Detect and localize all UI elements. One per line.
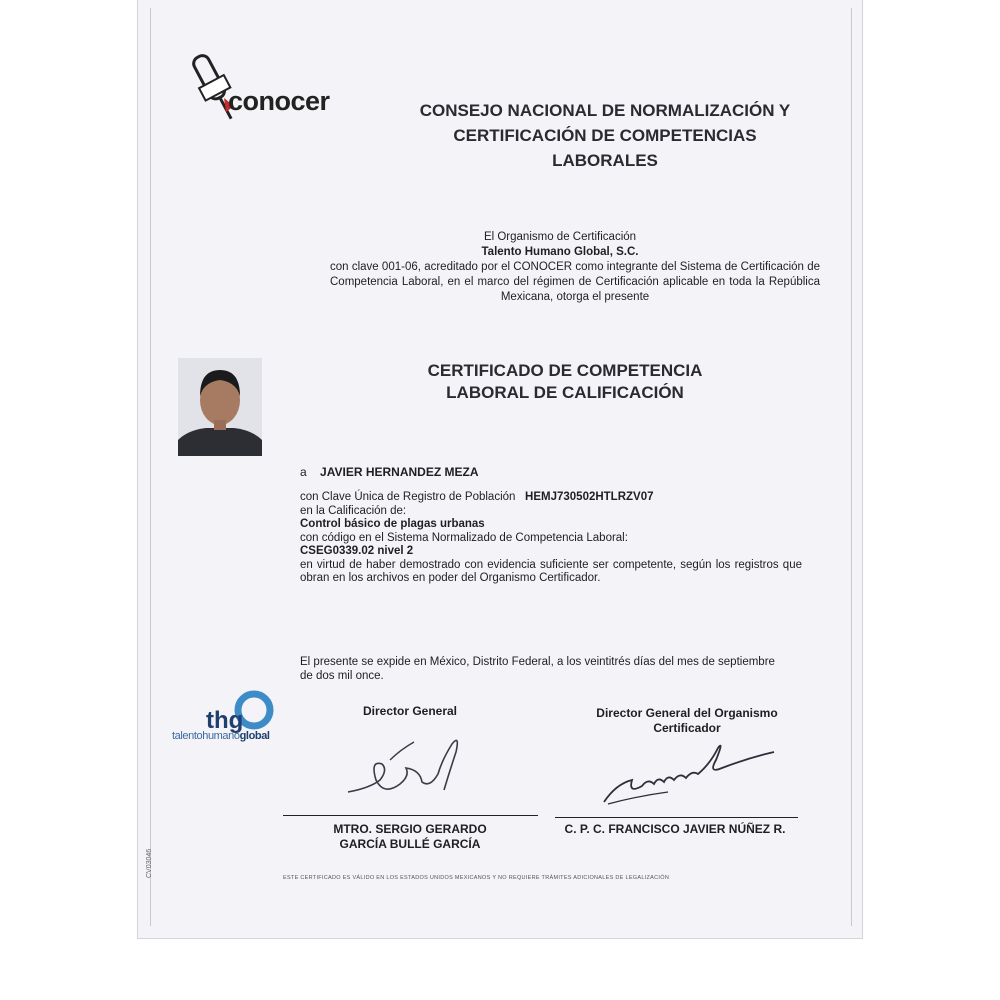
- organization-name: Talento Humano Global, S.C.: [481, 246, 639, 258]
- left-name-line: GARCÍA BULLÉ GARCÍA: [339, 837, 481, 851]
- certificate-details: [300, 491, 802, 586]
- qualification-value: Control básico de plagas urbanas: [300, 518, 485, 530]
- right-signature-line: [555, 817, 798, 818]
- recipient: [300, 465, 479, 479]
- left-signature-line: [283, 815, 538, 816]
- right-signature-icon: [598, 738, 778, 810]
- code-value: CSEG0339.02 nivel 2: [300, 545, 414, 557]
- issue-statement: El presente se expide en México, Distrito Federal, a los veintitrés días del mes de septiembre de dos mil once.: [300, 656, 775, 682]
- council-title-line: LABORALES: [552, 151, 658, 170]
- left-signatory-name: [300, 822, 520, 852]
- qualification-label: en la Calificación de:: [300, 504, 407, 517]
- curp-row: [300, 491, 802, 505]
- left-name-line: MTRO. SERGIO GERARDO: [333, 822, 487, 836]
- right-signatory-name: C. P. C. FRANCISCO JAVIER NÚÑEZ R.: [564, 822, 786, 836]
- recipient-photo: [178, 358, 262, 456]
- curp-value: HEMJ730502HTLRZV07: [525, 491, 654, 503]
- council-title: [390, 98, 820, 173]
- intro-line: El Organismo de Certificación: [483, 231, 637, 243]
- code-label: con código en el Sistema Normalizado de Competencia Laboral:: [300, 531, 628, 544]
- right-title-line: Director General del Organismo: [596, 706, 778, 720]
- evidence-text: en virtud de haber demostrado con evidencia suficiente ser competente, según los registros que obran en los archivos en poder del Organismo Certificador.: [300, 558, 802, 584]
- conocer-logo-text: conocer: [228, 86, 330, 116]
- council-title-line: CERTIFICACIÓN DE COMPETENCIAS: [453, 126, 757, 145]
- serial-number: CV03046: [146, 848, 153, 878]
- certificate-title-line: LABORAL DE CALIFICACIÓN: [446, 383, 684, 402]
- certificate-title: [400, 360, 730, 404]
- recipient-name: JAVIER HERNANDEZ MEZA: [320, 465, 479, 479]
- right-signatory-title: [582, 706, 792, 736]
- recipient-prefix: a: [300, 465, 307, 479]
- thg-logo-mark: thg: [206, 707, 244, 734]
- left-signatory-title: Director General: [362, 704, 458, 718]
- thg-word-light: talentohumano: [172, 730, 240, 742]
- left-signature-icon: [340, 730, 470, 800]
- right-title-line: Certificador: [653, 721, 721, 735]
- certificate-title-line: CERTIFICADO DE COMPETENCIA: [427, 361, 703, 380]
- thg-word-bold: global: [239, 730, 270, 742]
- validity-notice: ESTE CERTIFICADO ES VÁLIDO EN LOS ESTADOS UNIDOS MEXICANOS Y NO REQUIERE TRÁMITES ADICIONALES DE LEGALIZACIÓN: [283, 875, 670, 881]
- organization-intro: [300, 230, 820, 305]
- council-title-line: CONSEJO NACIONAL DE NORMALIZACIÓN Y: [419, 101, 791, 120]
- intro-paragraph: con clave 001-06, acreditado por el CONOCER como integrante del Sistema de Certificación de Competencia Laboral, en el marco del régimen de Certificación aplicable en toda la República Mexicana, otorga el presente: [330, 261, 820, 303]
- thg-logo-text: [172, 730, 270, 742]
- curp-label: con Clave Única de Registro de Población: [300, 491, 516, 503]
